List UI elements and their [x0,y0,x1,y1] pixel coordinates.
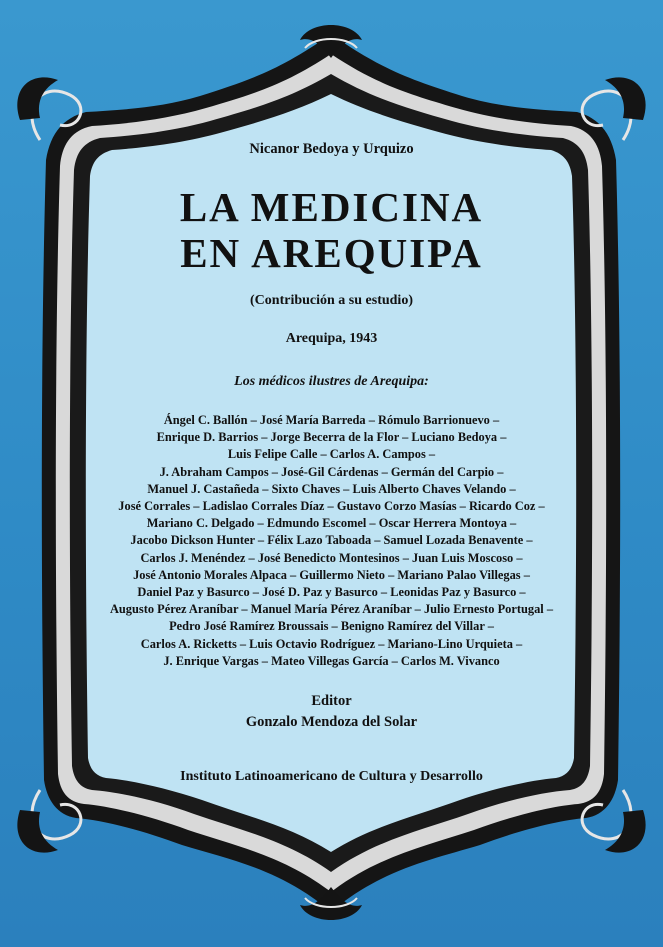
names-line: Augusto Pérez Araníbar – Manuel María Pérez Araníbar – Julio Ernesto Portugal – [109,602,554,617]
editor-name: Gonzalo Mendoza del Solar [245,714,418,730]
names-line: Carlos J. Menéndez – José Benedicto Montesinos – Juan Luis Moscoso – [140,550,523,565]
section-heading: Los médicos ilustres de Arequipa: [234,374,429,389]
publisher: Instituto Latinoamericano de Cultura y Desarrollo [180,769,483,784]
names-line: Enrique D. Barrios – Jorge Becerra de la Flor – Luciano Bedoya – [156,430,507,445]
names-line: Ángel C. Ballón – José María Barreda – Rómulo Barrionuevo – [163,413,500,427]
names-line: J. Abraham Campos – José-Gil Cárdenas – Germán del Carpio – [159,464,504,479]
corner-leaf-bottom-left [17,810,58,853]
corner-leaf-top-left [17,77,58,120]
names-line: Carlos A. Ricketts – Luis Octavio Rodríguez – Mariano-Lino Urquieta – [140,636,523,651]
physicians-list [0,412,663,670]
names-line: José Antonio Morales Alpaca – Guillermo Nieto – Mariano Palao Villegas – [133,567,530,582]
names-line: Jacobo Dickson Hunter – Félix Lazo Taboada – Samuel Lozada Benavente – [130,533,533,548]
names-line: Luis Felipe Calle – Carlos A. Campos – [227,447,436,462]
title-line-1: LA MEDICINA [179,184,484,230]
place-date: Arequipa, 1943 [285,331,378,346]
names-line: José Corrales – Ladislao Corrales Díaz – Gustavo Corzo Masías – Ricardo Coz – [118,499,545,514]
names-line: Manuel J. Castañeda – Sixto Chaves – Luis Alberto Chaves Velando – [147,481,516,496]
names-line: J. Enrique Vargas – Mateo Villegas García – Carlos M. Vivanco [163,653,500,668]
subtitle: (Contribución a su estudio) [250,293,413,308]
corner-leaf-bottom-right [605,810,646,853]
corner-leaf-top-right [605,77,646,120]
names-line: Pedro José Ramírez Broussais – Benigno Ramírez del Villar – [169,619,494,634]
title-line-2: EN AREQUIPA [180,230,483,276]
names-line: Daniel Paz y Basurco – José D. Paz y Basurco – Leonidas Paz y Basurco – [137,585,526,600]
book-title [0,184,663,276]
author-name: Nicanor Bedoya y Urquizo [249,141,414,157]
editor-label: Editor [311,693,352,709]
names-line: Mariano C. Delgado – Edmundo Escomel – Oscar Herrera Montoya – [146,516,517,531]
